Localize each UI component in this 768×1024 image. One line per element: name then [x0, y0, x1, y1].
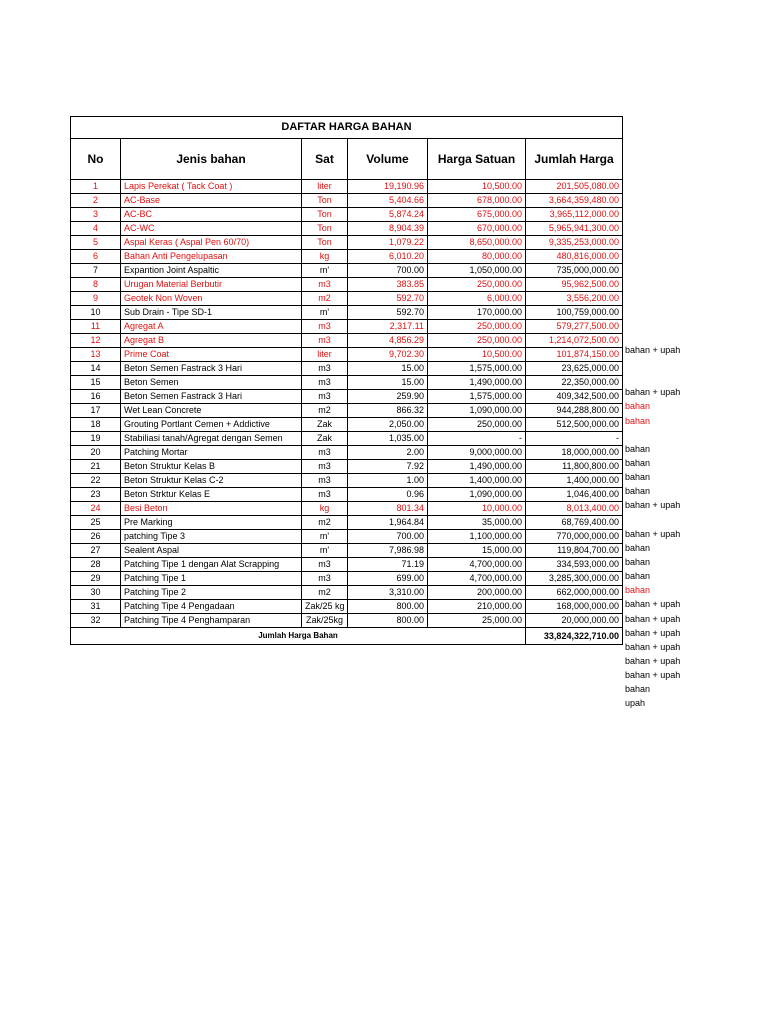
cell-volume: 4,856.29 [348, 334, 428, 348]
row-note: bahan [625, 556, 651, 567]
cell-sat: Zak [302, 418, 348, 432]
cell-sat: liter [302, 348, 348, 362]
cell-harga: 1,090,000.00 [428, 488, 526, 502]
table-row [71, 586, 623, 600]
cell-jenis: Beton Struktur Kelas C-2 [121, 474, 302, 488]
cell-jumlah: 101,874,150.00 [526, 348, 623, 362]
table-row [71, 264, 623, 278]
cell-sat: Ton [302, 194, 348, 208]
cell-jenis: Beton Semen Fastrack 3 Hari [121, 390, 302, 404]
total-value: 33,824,322,710.00 [526, 628, 623, 645]
table-row [71, 446, 623, 460]
cell-harga: 9,000,000.00 [428, 446, 526, 460]
table-row [71, 516, 623, 530]
cell-jumlah: 1,214,072,500.00 [526, 334, 623, 348]
table-row [71, 404, 623, 418]
cell-harga: 35,000.00 [428, 516, 526, 530]
table-row [71, 530, 623, 544]
row-note [625, 329, 765, 343]
cell-volume: 7.92 [348, 460, 428, 474]
total-label: Jumlah Harga Bahan [71, 628, 526, 645]
cell-volume: 699.00 [348, 572, 428, 586]
cell-jumlah: 95,962,500.00 [526, 278, 623, 292]
table-row [71, 250, 623, 264]
cell-no: 10 [71, 306, 121, 320]
row-note: bahan [625, 457, 651, 468]
cell-volume: 5,404.66 [348, 194, 428, 208]
cell-sat: m2 [302, 404, 348, 418]
cell-jumlah: 100,759,000.00 [526, 306, 623, 320]
cell-jenis: Patching Tipe 1 dengan Alat Scrapping [121, 558, 302, 572]
cell-no: 30 [71, 586, 121, 600]
cell-volume: 1,964.84 [348, 516, 428, 530]
row-note: bahan [625, 443, 651, 454]
table-row [71, 236, 623, 250]
cell-jumlah: 168,000,000.00 [526, 600, 623, 614]
cell-no: 7 [71, 264, 121, 278]
table-row [71, 502, 623, 516]
table-row [71, 306, 623, 320]
cell-jenis: Sealent Aspal [121, 544, 302, 558]
cell-no: 19 [71, 432, 121, 446]
cell-jumlah: 480,816,000.00 [526, 250, 623, 264]
cell-harga: 200,000.00 [428, 586, 526, 600]
cell-sat: m3 [302, 474, 348, 488]
row-note: bahan [625, 401, 651, 412]
row-note: bahan [625, 684, 651, 695]
cell-jumlah: 68,769,400.00 [526, 516, 623, 530]
cell-no: 15 [71, 376, 121, 390]
cell-sat: Ton [302, 222, 348, 236]
cell-sat: m3 [302, 572, 348, 586]
cell-volume: 700.00 [348, 264, 428, 278]
cell-no: 16 [71, 390, 121, 404]
table-title: DAFTAR HARGA BAHAN [71, 117, 623, 139]
cell-volume: 1.00 [348, 474, 428, 488]
cell-volume: 800.00 [348, 600, 428, 614]
cell-sat: m2 [302, 586, 348, 600]
cell-harga: 675,000.00 [428, 208, 526, 222]
cell-volume: 5,874.24 [348, 208, 428, 222]
cell-sat: kg [302, 502, 348, 516]
cell-sat: m3 [302, 558, 348, 572]
cell-volume: 592.70 [348, 306, 428, 320]
cell-volume: 800.00 [348, 614, 428, 628]
table-row [71, 418, 623, 432]
cell-sat: m3 [302, 460, 348, 474]
cell-volume: 2,317.11 [348, 320, 428, 334]
cell-no: 18 [71, 418, 121, 432]
row-note: bahan [625, 472, 651, 483]
row-note [625, 286, 765, 300]
cell-harga: 250,000.00 [428, 418, 526, 432]
cell-jenis: Aspal Keras ( Aspal Pen 60/70) [121, 236, 302, 250]
price-list-sheet [70, 116, 622, 645]
cell-no: 20 [71, 446, 121, 460]
table-row [71, 544, 623, 558]
table-row [71, 600, 623, 614]
cell-harga: 250,000.00 [428, 320, 526, 334]
cell-sat: Zak/25 kg [302, 600, 348, 614]
cell-volume: 71.19 [348, 558, 428, 572]
cell-jenis: AC-Base [121, 194, 302, 208]
table-row [71, 362, 623, 376]
cell-no: 21 [71, 460, 121, 474]
row-note: bahan + upah [625, 344, 681, 355]
cell-harga: 25,000.00 [428, 614, 526, 628]
cell-jumlah: 18,000,000.00 [526, 446, 623, 460]
cell-jenis: Beton Semen [121, 376, 302, 390]
cell-harga: - [428, 432, 526, 446]
cell-jenis: Stabiliasi tanah/Agregat dengan Semen [121, 432, 302, 446]
cell-jenis: patching Tipe 3 [121, 530, 302, 544]
cell-jumlah: 11,800,800.00 [526, 460, 623, 474]
cell-volume: 700.00 [348, 530, 428, 544]
cell-jenis: Patching Tipe 4 Pengadaan [121, 600, 302, 614]
cell-sat: Zak [302, 432, 348, 446]
cell-jumlah: 770,000,000.00 [526, 530, 623, 544]
row-note: bahan [625, 542, 651, 553]
cell-no: 12 [71, 334, 121, 348]
cell-no: 11 [71, 320, 121, 334]
cell-harga: 6,000.00 [428, 292, 526, 306]
cell-jenis: Pre Marking [121, 516, 302, 530]
header-volume: Volume [348, 139, 428, 180]
cell-jenis: Sub Drain - Tipe SD-1 [121, 306, 302, 320]
cell-harga: 1,400,000.00 [428, 474, 526, 488]
cell-harga: 250,000.00 [428, 334, 526, 348]
cell-jenis: Lapis Perekat ( Tack Coat ) [121, 180, 302, 194]
table-row [71, 194, 623, 208]
cell-sat: Zak/25kg [302, 614, 348, 628]
row-note: bahan + upah [625, 613, 681, 624]
cell-jenis: AC-BC [121, 208, 302, 222]
cell-harga: 1,490,000.00 [428, 376, 526, 390]
cell-volume: 6,010.20 [348, 250, 428, 264]
cell-jenis: Patching Tipe 1 [121, 572, 302, 586]
cell-jenis: Wet Lean Concrete [121, 404, 302, 418]
cell-jenis: Bahan Anti Pengelupasan [121, 250, 302, 264]
cell-no: 14 [71, 362, 121, 376]
cell-sat: m3 [302, 320, 348, 334]
cell-sat: m3 [302, 362, 348, 376]
cell-volume: 259.90 [348, 390, 428, 404]
table-row [71, 222, 623, 236]
cell-jumlah: 579,277,500.00 [526, 320, 623, 334]
cell-jenis: Patching Tipe 2 [121, 586, 302, 600]
cell-sat: m2 [302, 292, 348, 306]
cell-jumlah: 334,593,000.00 [526, 558, 623, 572]
table-row [71, 208, 623, 222]
cell-no: 26 [71, 530, 121, 544]
cell-jenis: Patching Mortar [121, 446, 302, 460]
cell-sat: m3 [302, 488, 348, 502]
header-jenis: Jenis bahan [121, 139, 302, 180]
cell-no: 1 [71, 180, 121, 194]
cell-harga: 210,000.00 [428, 600, 526, 614]
cell-jenis: Expantion Joint Aspaltic [121, 264, 302, 278]
cell-harga: 10,500.00 [428, 180, 526, 194]
cell-sat: Ton [302, 208, 348, 222]
cell-jumlah: 3,556,200.00 [526, 292, 623, 306]
row-note [625, 300, 765, 314]
cell-volume: 1,035.00 [348, 432, 428, 446]
cell-harga: 10,500.00 [428, 348, 526, 362]
cell-no: 9 [71, 292, 121, 306]
cell-harga: 678,000.00 [428, 194, 526, 208]
cell-volume: 15.00 [348, 362, 428, 376]
cell-no: 31 [71, 600, 121, 614]
cell-volume: 2,050.00 [348, 418, 428, 432]
table-row [71, 488, 623, 502]
row-note [625, 428, 765, 442]
cell-jumlah: 735,000,000.00 [526, 264, 623, 278]
cell-harga: 4,700,000.00 [428, 572, 526, 586]
cell-jumlah: 5,965,941,300.00 [526, 222, 623, 236]
row-note: bahan + upah [625, 641, 681, 652]
header-no: No [71, 139, 121, 180]
row-note: bahan + upah [625, 599, 681, 610]
row-note: bahan [625, 571, 651, 582]
cell-harga: 4,700,000.00 [428, 558, 526, 572]
table-row [71, 320, 623, 334]
table-row [71, 558, 623, 572]
cell-harga: 1,100,000.00 [428, 530, 526, 544]
cell-no: 24 [71, 502, 121, 516]
row-note: bahan + upah [625, 655, 681, 666]
table-row [71, 614, 623, 628]
cell-jenis: Prime Coat [121, 348, 302, 362]
cell-jumlah: 9,335,253,000.00 [526, 236, 623, 250]
cell-jumlah: 662,000,000.00 [526, 586, 623, 600]
cell-harga: 1,575,000.00 [428, 362, 526, 376]
cell-volume: 2.00 [348, 446, 428, 460]
cell-harga: 15,000.00 [428, 544, 526, 558]
cell-volume: 1,079.22 [348, 236, 428, 250]
row-note [625, 357, 765, 371]
row-note: bahan + upah [625, 387, 681, 398]
cell-sat: m' [302, 544, 348, 558]
price-table [70, 116, 623, 645]
cell-no: 2 [71, 194, 121, 208]
cell-sat: Ton [302, 236, 348, 250]
cell-sat: m2 [302, 516, 348, 530]
header-jumlah: Jumlah Harga [526, 139, 623, 180]
row-note [625, 513, 765, 527]
row-note [625, 315, 765, 329]
cell-jumlah: 3,285,300,000.00 [526, 572, 623, 586]
cell-jumlah: 1,400,000.00 [526, 474, 623, 488]
cell-no: 4 [71, 222, 121, 236]
cell-jenis: Beton Struktur Kelas B [121, 460, 302, 474]
table-row [71, 348, 623, 362]
cell-no: 3 [71, 208, 121, 222]
cell-jumlah: 1,046,400.00 [526, 488, 623, 502]
cell-sat: m3 [302, 376, 348, 390]
cell-no: 6 [71, 250, 121, 264]
row-note: bahan + upah [625, 528, 681, 539]
header-sat: Sat [302, 139, 348, 180]
cell-no: 27 [71, 544, 121, 558]
table-row [71, 460, 623, 474]
cell-jumlah: 8,013,400.00 [526, 502, 623, 516]
table-row [71, 292, 623, 306]
cell-jumlah: 512,500,000.00 [526, 418, 623, 432]
cell-harga: 170,000.00 [428, 306, 526, 320]
total-row [71, 628, 623, 645]
cell-harga: 250,000.00 [428, 278, 526, 292]
cell-volume: 7,986.98 [348, 544, 428, 558]
row-note [625, 371, 765, 385]
cell-harga: 1,090,000.00 [428, 404, 526, 418]
header-row [71, 139, 623, 180]
row-note: bahan [625, 486, 651, 497]
cell-harga: 1,575,000.00 [428, 390, 526, 404]
table-row [71, 390, 623, 404]
cell-no: 5 [71, 236, 121, 250]
cell-sat: m' [302, 306, 348, 320]
cell-volume: 592.70 [348, 292, 428, 306]
row-note [625, 272, 765, 286]
cell-volume: 0.96 [348, 488, 428, 502]
row-note: bahan + upah [625, 627, 681, 638]
cell-jenis: Agregat B [121, 334, 302, 348]
cell-jumlah: 3,664,359,480.00 [526, 194, 623, 208]
cell-jumlah: 3,965,112,000.00 [526, 208, 623, 222]
cell-no: 29 [71, 572, 121, 586]
cell-jenis: Agregat A [121, 320, 302, 334]
cell-no: 8 [71, 278, 121, 292]
cell-harga: 80,000.00 [428, 250, 526, 264]
cell-sat: m3 [302, 390, 348, 404]
table-row [71, 376, 623, 390]
cell-volume: 15.00 [348, 376, 428, 390]
cell-jenis: Urugan Material Berbutir [121, 278, 302, 292]
cell-volume: 3,310.00 [348, 586, 428, 600]
cell-jumlah: - [526, 432, 623, 446]
cell-jumlah: 20,000,000.00 [526, 614, 623, 628]
cell-jenis: Grouting Portlant Cemen + Addictive [121, 418, 302, 432]
row-note: bahan + upah [625, 670, 681, 681]
cell-volume: 866.32 [348, 404, 428, 418]
row-note: upah [625, 698, 646, 709]
cell-jumlah: 23,625,000.00 [526, 362, 623, 376]
row-note: bahan + upah [625, 500, 681, 511]
cell-sat: m' [302, 264, 348, 278]
cell-volume: 8,904.39 [348, 222, 428, 236]
table-row [71, 180, 623, 194]
cell-no: 17 [71, 404, 121, 418]
cell-no: 32 [71, 614, 121, 628]
cell-jumlah: 119,804,700.00 [526, 544, 623, 558]
cell-harga: 1,050,000.00 [428, 264, 526, 278]
cell-no: 13 [71, 348, 121, 362]
cell-jenis: AC-WC [121, 222, 302, 236]
cell-harga: 8,650,000.00 [428, 236, 526, 250]
cell-harga: 10,000.00 [428, 502, 526, 516]
cell-no: 22 [71, 474, 121, 488]
cell-jumlah: 944,288,800.00 [526, 404, 623, 418]
cell-no: 25 [71, 516, 121, 530]
table-row [71, 432, 623, 446]
cell-volume: 383.85 [348, 278, 428, 292]
cell-volume: 801.34 [348, 502, 428, 516]
table-row [71, 474, 623, 488]
cell-sat: liter [302, 180, 348, 194]
row-note: bahan [625, 585, 651, 596]
header-harga: Harga Satuan [428, 139, 526, 180]
cell-sat: m3 [302, 334, 348, 348]
cell-jumlah: 201,505,080.00 [526, 180, 623, 194]
cell-sat: kg [302, 250, 348, 264]
cell-jenis: Patching Tipe 4 Penghamparan [121, 614, 302, 628]
notes-column [625, 258, 765, 711]
cell-sat: m3 [302, 446, 348, 460]
table-row [71, 278, 623, 292]
cell-jumlah: 409,342,500.00 [526, 390, 623, 404]
cell-jenis: Beton Semen Fastrack 3 Hari [121, 362, 302, 376]
cell-volume: 19,190.96 [348, 180, 428, 194]
cell-jenis: Geotek Non Woven [121, 292, 302, 306]
table-row [71, 572, 623, 586]
cell-volume: 9,702.30 [348, 348, 428, 362]
cell-no: 23 [71, 488, 121, 502]
row-note: bahan [625, 415, 651, 426]
cell-harga: 1,490,000.00 [428, 460, 526, 474]
cell-sat: m3 [302, 278, 348, 292]
cell-sat: m' [302, 530, 348, 544]
cell-jenis: Besi Beton [121, 502, 302, 516]
row-note [625, 258, 765, 272]
cell-jenis: Beton Strktur Kelas E [121, 488, 302, 502]
cell-harga: 670,000.00 [428, 222, 526, 236]
cell-jumlah: 22,350,000.00 [526, 376, 623, 390]
table-row [71, 334, 623, 348]
cell-no: 28 [71, 558, 121, 572]
